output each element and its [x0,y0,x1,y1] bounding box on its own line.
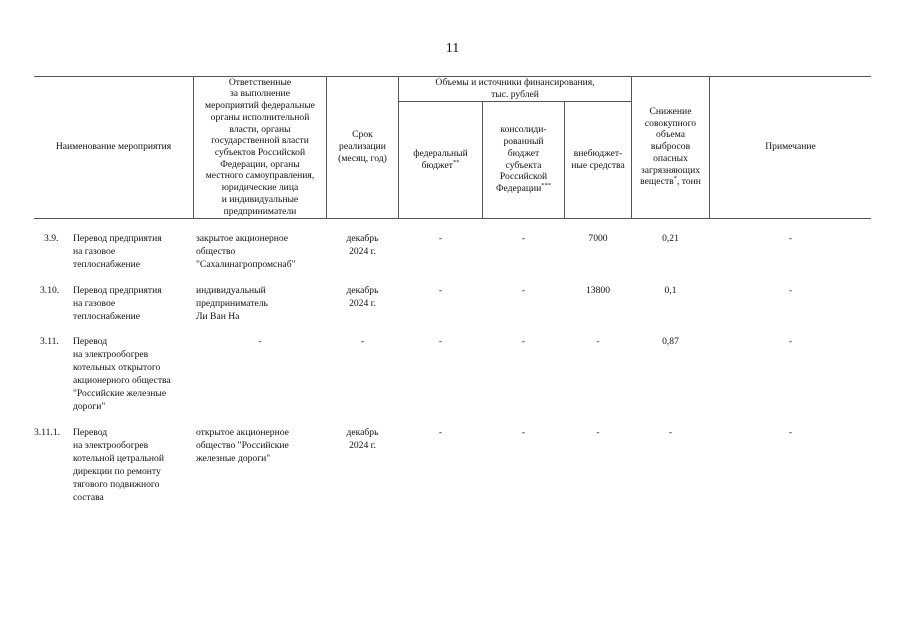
header-consolidated [483,101,564,218]
row-note: - [788,233,793,244]
row-extrabudget: - [596,427,600,438]
row-reduction: 0,21 [662,233,679,244]
row-extrabudget: 7000 [588,233,608,244]
header-term-text: Срок реализации (месяц, год) [338,129,387,164]
header-funding-group [399,76,631,101]
header-consolidated-text: консолиди- рованный бюджет субъекта Российской Федерации [495,124,548,194]
row-term: - [360,336,365,347]
header-federal-mark: ** [452,158,460,166]
header-term [327,76,398,218]
header-name [34,76,193,218]
header-responsible-text: Ответственные за выполнение мероприятий федеральные органы исполнительной власти, органы государственной власти субъектов Российской Федерации, органы местного самоуправления, юридические лица и индивидуальные предприниматели [205,76,315,217]
row-note: - [788,336,793,347]
row-responsible: открытое акционерное общество "Российские железные дороги" [196,427,289,464]
header-bottom-border [34,218,871,219]
row-note: - [788,427,793,438]
row-responsible: закрытое акционерное общество "Сахалинагропромснаб" [196,233,296,270]
row-consolidated: - [521,336,526,347]
row-extrabudget: - [596,336,600,347]
header-federal [399,101,482,218]
row-name: Перевод предприятия на газовое теплоснабжение [73,233,162,270]
row-name: Перевод предприятия на газовое теплоснабжение [73,285,162,322]
header-extrabudget-text: внебюджет- ные средства [571,147,625,171]
row-reduction: 0,87 [662,336,679,347]
row-reduction: - [668,427,673,438]
row-term: декабрь 2024 г. [346,285,379,309]
row-term: декабрь 2024 г. [346,427,379,451]
row-name: Перевод на электрообогрев котельных открытого акционерного общества "Российские железные дороги" [73,336,171,412]
row-federal: - [438,285,443,296]
row-federal: - [438,427,443,438]
header-funding-group-text: Объемы и источники финансирования, тыс. рублей [435,76,595,100]
header-name-text: Наименование мероприятия [55,141,172,153]
row-term: декабрь 2024 г. [346,233,379,257]
row-consolidated: - [521,285,526,296]
row-number: 3.9. [44,233,59,244]
header-reduction [632,76,709,218]
row-number: 3.11.1. [34,427,61,438]
row-number: 3.11. [40,336,59,347]
header-note [710,76,871,218]
header-reduction-mark: * [673,175,677,183]
row-federal: - [438,233,443,244]
row-consolidated: - [521,233,526,244]
header-reduction-unit: , тонн [676,176,701,188]
header-extrabudget [565,101,631,218]
page-number: 11 [445,41,460,56]
row-federal: - [438,336,443,347]
row-number: 3.10. [40,285,60,296]
header-consolidated-mark: *** [541,181,552,189]
row-responsible: - [258,336,262,347]
row-name: Перевод на электрообогрев котельной цетральной дирекции по ремонту тягового подвижного состава [73,427,164,503]
row-note: - [788,285,793,296]
header-federal-text: федеральный бюджет [413,147,468,171]
header-note-text: Примечание [765,141,816,153]
row-consolidated: - [521,427,526,438]
header-reduction-text: Снижение совокупного объема выбросов опасных загрязняющих веществ [640,106,700,188]
row-extrabudget: 13800 [586,285,610,296]
row-reduction: 0,1 [664,285,677,296]
header-responsible [194,76,326,218]
row-responsible: индивидуальный предприниматель Ли Ван На [196,285,268,322]
